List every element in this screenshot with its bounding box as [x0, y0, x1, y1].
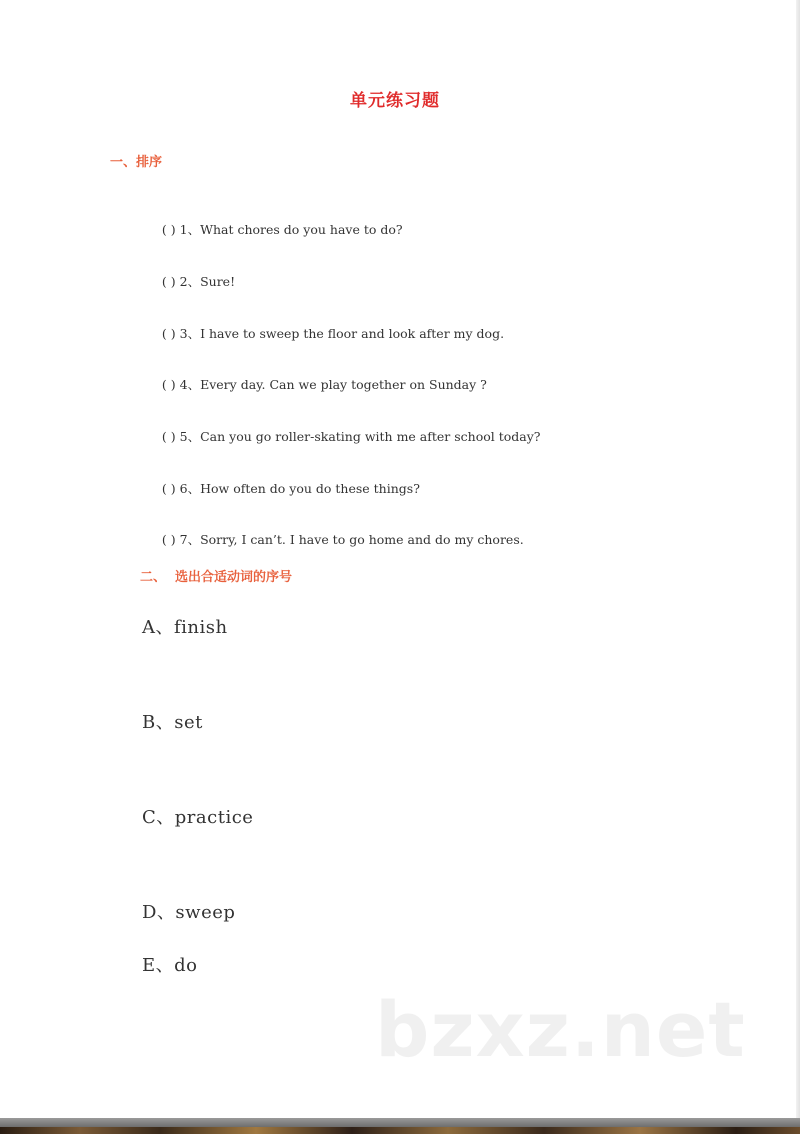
document-title: 单元练习题	[350, 91, 440, 111]
page-edge	[796, 0, 800, 1118]
ordering-item-text: 4、Every day. Can we play together on Sunday ?	[179, 377, 487, 392]
verb-option: C、practice	[142, 807, 254, 828]
answer-blank: ( )	[161, 274, 176, 289]
ordering-item	[146, 360, 487, 408]
ordering-item	[146, 515, 524, 563]
ordering-item	[146, 205, 403, 253]
answer-blank: ( )	[161, 532, 176, 547]
background-strip	[0, 1127, 800, 1134]
ordering-item-text: 2、Sure!	[179, 274, 236, 289]
ordering-item	[146, 412, 541, 460]
ordering-item	[146, 309, 504, 357]
answer-blank: ( )	[161, 377, 176, 392]
verb-option: B、set	[142, 712, 203, 733]
watermark: bzxz.net	[375, 985, 746, 1074]
ordering-item-text: 1、What chores do you have to do?	[179, 222, 403, 237]
verb-option: D、sweep	[142, 902, 236, 923]
answer-blank: ( )	[161, 481, 176, 496]
ordering-item	[146, 464, 420, 512]
ordering-item-text: 3、I have to sweep the floor and look after my dog.	[179, 326, 505, 341]
ordering-item-text: 7、Sorry, I can’t. I have to go home and do my chores.	[179, 532, 524, 547]
verb-option: E、do	[142, 955, 198, 976]
bottom-scroll-bar[interactable]	[0, 1118, 800, 1127]
section-heading-verbs: 二、 选出合适动词的序号	[140, 570, 293, 585]
ordering-item-text: 5、Can you go roller-skating with me after school today?	[179, 429, 541, 444]
verb-option: A、finish	[142, 617, 228, 638]
answer-blank: ( )	[161, 326, 176, 341]
answer-blank: ( )	[161, 429, 176, 444]
ordering-item-text: 6、How often do you do these things?	[179, 481, 420, 496]
ordering-item	[146, 257, 235, 305]
section-heading-ordering: 一、排序	[110, 155, 163, 170]
answer-blank: ( )	[161, 222, 176, 237]
